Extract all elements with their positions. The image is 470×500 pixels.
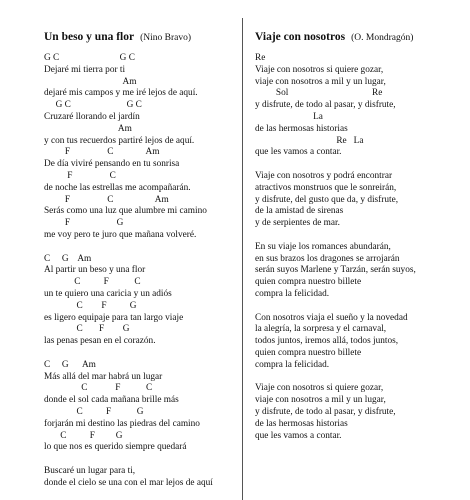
right-song-lyrics xyxy=(255,53,470,442)
right-song-line: atractivos monstruos que le sonreirán, xyxy=(255,182,397,193)
right-song-line: y disfrute, de todo al pasar, y disfrute, xyxy=(255,406,396,417)
left-song-line: donde el sol cada mañana brille más xyxy=(44,395,179,406)
right-song-line: de las hermosas historias xyxy=(255,418,348,429)
left-song-line: Dejaré mi tierra por ti xyxy=(44,64,126,75)
left-song-header xyxy=(44,29,241,45)
right-song-line: quien compra nuestro billete xyxy=(255,347,362,358)
left-song-line: G C G C xyxy=(44,53,135,63)
right-song-line: compra la felicidad. xyxy=(255,288,330,299)
left-song-lyrics xyxy=(44,53,241,489)
right-song-line: de la amistad de sirenas xyxy=(255,206,344,217)
left-song-line: Am xyxy=(44,76,137,87)
right-song-line xyxy=(255,372,470,384)
left-song-line: C F G xyxy=(44,324,130,335)
right-song-line: En su viaje los romances abundarán, xyxy=(255,241,391,252)
right-song-line: quien compra nuestro billete xyxy=(255,277,362,288)
left-song-line: C F C xyxy=(44,383,153,394)
right-song-line: la alegría, la sorpresa y el carnaval, xyxy=(255,324,387,335)
left-song-line: me voy pero te juro que mañana volveré. xyxy=(44,229,197,240)
right-song-line: todos juntos, iremos allá, todos juntos, xyxy=(255,336,399,347)
right-song-line: compra la felicidad. xyxy=(255,359,330,370)
left-song-line: Más allá del mar habrá un lugar xyxy=(44,371,163,382)
right-song-line: Viaje con nosotros si quiere gozar, xyxy=(255,64,384,75)
right-song-line xyxy=(255,159,470,171)
left-song-line: F C Am xyxy=(44,194,169,205)
left-song-line: C G Am xyxy=(44,359,96,370)
right-song-line: Con nosotros viaja el sueño y la novedad xyxy=(255,312,408,323)
left-song-line: F C xyxy=(44,170,116,181)
right-song-line: y disfrute, del gusto que da, y disfrute, xyxy=(255,194,399,205)
right-song-line: Re La xyxy=(255,135,364,146)
right-song-line: viaje con nosotros a mil y un lugar, xyxy=(255,395,386,406)
right-song-line: y disfrute, de todo al pasar, y disfrute, xyxy=(255,100,396,111)
right-song-line: Sol Re xyxy=(255,88,383,99)
right-song-line xyxy=(255,230,470,242)
left-song-line: las penas pesan en el corazón. xyxy=(44,336,156,347)
left-song-line: donde el cielo se una con el mar lejos de aquí xyxy=(44,477,213,488)
left-song-line: De día viviré pensando en tu sonrisa xyxy=(44,159,180,170)
left-song-line: Serás como una luz que alumbre mi camino xyxy=(44,206,207,217)
left-song-line: F G xyxy=(44,218,124,229)
left-song-line xyxy=(44,242,241,254)
right-song-line: La xyxy=(255,111,323,122)
left-song-line: dejaré mis campos y me iré lejos de aquí. xyxy=(44,88,198,99)
left-song-line: F C Am xyxy=(44,147,160,158)
right-song-title: Viaje con nosotros xyxy=(255,31,346,43)
left-song-line: Cruzaré llorando el jardín xyxy=(44,111,140,122)
left-song-line: de noche las estrellas me acompañarán. xyxy=(44,182,191,193)
right-song-line: en sus brazos los dragones se arrojarán xyxy=(255,253,400,264)
left-song-line: es ligero equipaje para tan largo viaje xyxy=(44,312,184,323)
left-song-line: Al partir un beso y una flor xyxy=(44,265,146,276)
left-song-line xyxy=(44,348,241,360)
left-song-line: C G Am xyxy=(44,253,92,264)
right-song-author: (O. Mondragón) xyxy=(351,33,414,43)
right-song-line: que les vamos a contar. xyxy=(255,147,342,158)
right-song-line: y de serpientes de mar. xyxy=(255,218,340,229)
left-song-line: C F G xyxy=(44,430,123,441)
left-song-line: un te quiero una caricia y un adiós xyxy=(44,288,172,299)
right-song-line: de las hermosas historias xyxy=(255,123,348,134)
right-song-line: que les vamos a contar. xyxy=(255,430,342,441)
right-song-line: serán suyos Marlene y Tarzán, serán suyos, xyxy=(255,265,416,276)
right-song-line: Viaje con nosotros si quiere gozar, xyxy=(255,383,384,394)
left-song-line: G C G C xyxy=(44,100,142,111)
right-song-line: viaje con nosotros a mil y un lugar, xyxy=(255,76,386,87)
left-song-title: Un beso y una flor xyxy=(44,31,135,43)
right-song-line: Viaje con nosotros y podrá encontrar xyxy=(255,170,393,181)
left-song-line: Buscaré un lugar para ti, xyxy=(44,465,136,476)
right-song-header xyxy=(255,29,470,45)
left-song-line: lo que nos es querido siempre quedará xyxy=(44,442,187,453)
left-song-line: C F C xyxy=(44,277,141,288)
right-song-line xyxy=(255,301,470,313)
column-divider xyxy=(242,18,243,500)
left-song-author: (Nino Bravo) xyxy=(140,33,192,43)
left-song-line: C F G xyxy=(44,300,137,311)
left-song-line: y con tus recuerdos partiré lejos de aquí. xyxy=(44,135,195,146)
right-song-line: Re xyxy=(255,53,266,63)
left-song-line: C F G xyxy=(44,406,144,417)
right-song-column xyxy=(245,0,470,500)
left-song-line: Am xyxy=(44,123,132,134)
left-song-line: forjarán mi destino las piedras del camino xyxy=(44,418,200,429)
left-song-line xyxy=(44,454,241,466)
